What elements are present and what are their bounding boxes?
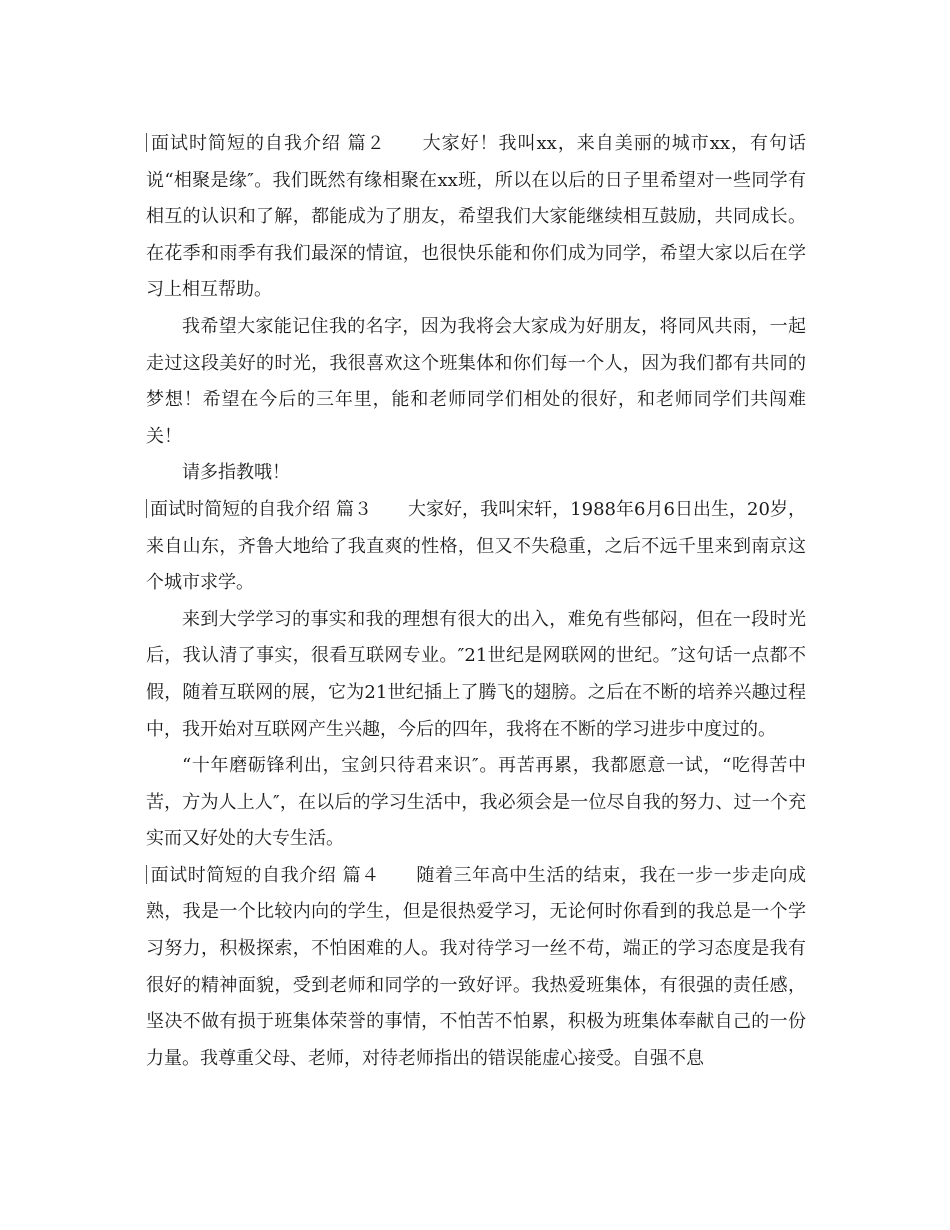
section-3-lead-paragraph (146, 492, 806, 602)
section-3-lead-text: 大家好，我叫宋轩，1988年6月6日出生，20岁，来自山东，齐鲁大地给了我直爽的性格，但又不失稳重，之后不远千里来到南京这个城市求学。 (146, 498, 806, 594)
section-marker-bar (146, 133, 147, 152)
section-4 (146, 858, 806, 1078)
section-2-lead-text: 大家好！我叫xx，来自美丽的城市xx，有句话说“相聚是缘″。我们既然有缘相聚在xx班，所以在以后的日子里希望对一些同学有相互的认识和了解，都能成为了朋友，希望我们大家能继续相互鼓励，共同成长。在花季和雨季有我们最深的情谊，也很快乐能和你们成为同学，希望大家以后在学习上相互帮助。 (146, 133, 806, 301)
section-3-paragraph-1: 来到大学学习的事实和我的理想有很大的出入，难免有些郁闷，但在一段时光后，我认清了事实，很看互联网专业。″21世纪是网联网的世纪。″这句话一点都不假，随着互联网的展，它为21世纪插上了腾飞的翅膀。之后在不断的培养兴趣过程中，我开始对互联网产生兴趣，今后的四年，我将在不断的学习进步中度过的。 (146, 608, 806, 740)
section-2-heading: 面试时简短的自我介绍 篇２ (150, 133, 386, 154)
section-2-paragraph-1: 我希望大家能记住我的名字，因为我将会大家成为好朋友，将同风共雨，一起走过这段美好的时光，我很喜欢这个班集体和你们每一个人，因为我们都有共同的梦想！希望在今后的三年里，能和老师同学们相处的很好，和老师同学们共闯难关！ (146, 315, 806, 447)
section-4-heading: 面试时简短的自我介绍 篇４ (150, 864, 380, 886)
section-2 (146, 126, 806, 492)
section-marker-bar (146, 865, 147, 884)
section-2-paragraph-2: 请多指教哦！ (182, 462, 290, 484)
section-2-lead-paragraph (146, 126, 806, 309)
document-body (146, 126, 806, 1077)
section-3-heading: 面试时简短的自我介绍 篇３ (150, 498, 372, 520)
section-4-lead-paragraph (146, 858, 806, 1078)
section-3-paragraph-2: “十年磨砺锋利出，宝剑只待君来识″。再苦再累，我都愿意一试，“吃得苦中苦，方为人上人″，在以后的学习生活中，我必须会是一位尽自我的努力、过一个充实而又好处的大专生活。 (146, 755, 806, 850)
section-3 (146, 492, 806, 858)
section-4-lead-text: 随着三年高中生活的结束，我在一步一步走向成熟，我是一个比较内向的学生，但是很热爱学习，无论何时你看到的我总是一个学习努力，积极探索，不怕困难的人。我对待学习一丝不苟，端正的学习态度是我有很好的精神面貌，受到老师和同学的一致好评。我热爱班集体，有很强的责任感，坚决不做有损于班集体荣誉的事情，不怕苦不怕累，积极为班集体奉献自己的一份力量。我尊重父母、老师，对待老师指出的错误能虚心接受。自强不息 (146, 864, 806, 1069)
section-marker-bar (146, 499, 147, 518)
